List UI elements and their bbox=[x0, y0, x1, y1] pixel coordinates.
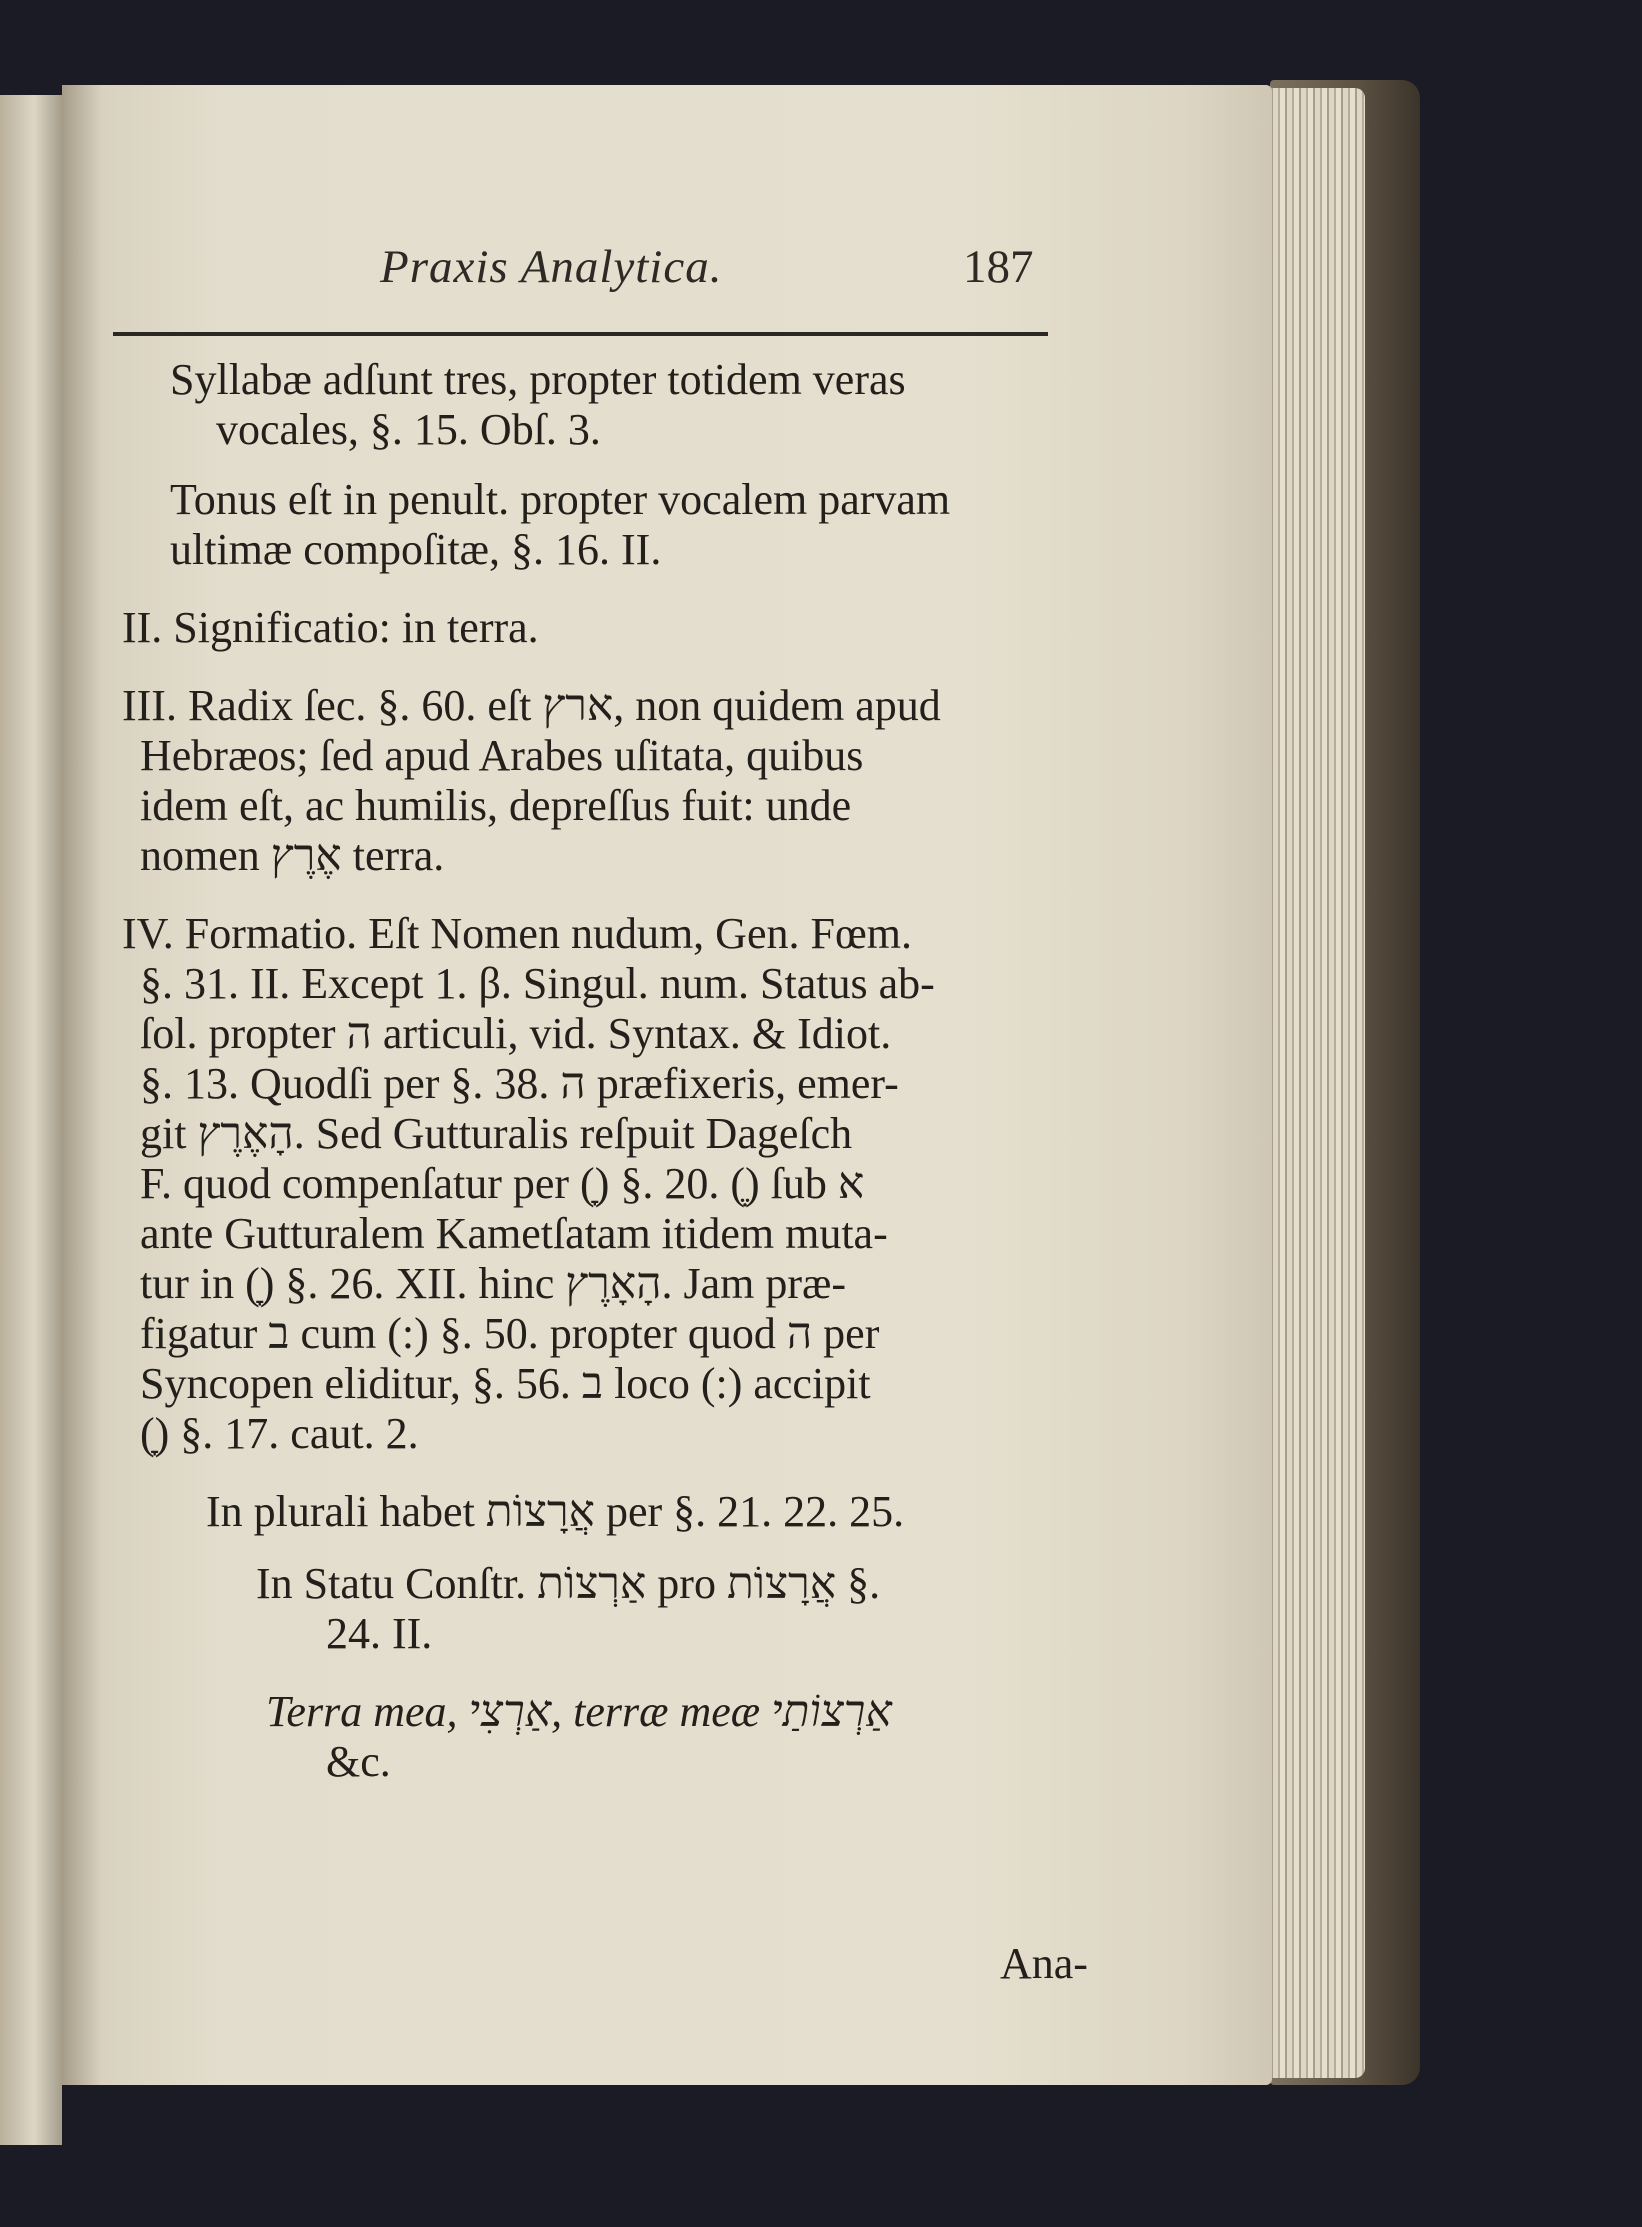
text-line: vocales, §. 15. Obſ. 3. bbox=[216, 405, 601, 454]
section-ii bbox=[122, 603, 1090, 653]
text-line: §. 13. Quodſi per §. 38. ה præfixeris, emer- bbox=[140, 1059, 899, 1108]
text-line: ante Gutturalem Kametſatam itidem muta- bbox=[140, 1209, 888, 1258]
facing-page-edge bbox=[0, 95, 62, 2145]
text-line: tur in (ָ) §. 26. XII. hinc הָאָרֶץ. Jam præ- bbox=[140, 1259, 847, 1308]
section-iv bbox=[122, 909, 1090, 1459]
text-line: IV. Formatio. Eſt Nomen nudum, Gen. Fœm. bbox=[122, 909, 912, 958]
text-line: Syllabæ adſunt tres, propter totidem veras bbox=[170, 355, 906, 404]
page-number: 187 bbox=[963, 241, 1034, 293]
text-line: Syncopen eliditur, §. 56. ב loco (:) accipit bbox=[140, 1359, 871, 1408]
text-line: (ָ) §. 17. caut. 2. bbox=[140, 1409, 419, 1458]
section-iii bbox=[122, 681, 1090, 881]
text-line: II. Significatio: in terra. bbox=[122, 603, 539, 652]
text-line: §. 31. II. Except 1. β. Singul. num. Status ab- bbox=[140, 959, 935, 1008]
text-line: III. Radix ſec. §. 60. eſt ארץ, non quidem apud bbox=[122, 681, 941, 730]
text-line: nomen אֶרֶץ terra. bbox=[140, 831, 445, 880]
paragraph-tonus bbox=[170, 475, 1090, 575]
text-line: git הָאֶרֶץ. Sed Gutturalis reſpuit Dageſch bbox=[140, 1109, 853, 1158]
paragraph-syllabae bbox=[170, 355, 1090, 455]
paragraph-terra-mea bbox=[266, 1687, 1090, 1787]
text-line: F. quod compenſatur per (ָ) §. 20. (ֶ) ſub א bbox=[140, 1159, 865, 1208]
text-line: Terra mea, אַרְצִי, terræ meæ אַרְצוֹתַי bbox=[266, 1687, 892, 1736]
text-line: ultimæ compoſitæ, §. 16. II. bbox=[170, 525, 662, 574]
paragraph-status-constr bbox=[256, 1559, 1090, 1659]
text-line: In plurali habet אֲרָצוֹת per §. 21. 22. 25. bbox=[206, 1487, 905, 1536]
text-line: ſol. propter ה articuli, vid. Syntax. & Idiot. bbox=[140, 1009, 892, 1058]
text-line: Tonus eſt in penult. propter vocalem parvam bbox=[170, 475, 951, 524]
text-line: In Statu Conſtr. אַרְצוֹת pro אֲרָצוֹת §. bbox=[256, 1559, 881, 1608]
running-title: Praxis Analytica. bbox=[380, 241, 723, 293]
catchword: Ana- bbox=[1000, 1939, 1088, 1988]
paragraph-plural bbox=[206, 1487, 1090, 1537]
text-line: idem eſt, ac humilis, depreſſus fuit: unde bbox=[140, 781, 852, 830]
text-line: Hebræos; ſed apud Arabes uſitata, quibus bbox=[140, 731, 864, 780]
page-body bbox=[122, 355, 1090, 1787]
text-line: &c. bbox=[326, 1737, 391, 1786]
header-rule bbox=[113, 332, 1048, 336]
text-line: 24. II. bbox=[326, 1609, 433, 1658]
text-line: figatur ב cum (:) §. 50. propter quod ה per bbox=[140, 1309, 880, 1358]
